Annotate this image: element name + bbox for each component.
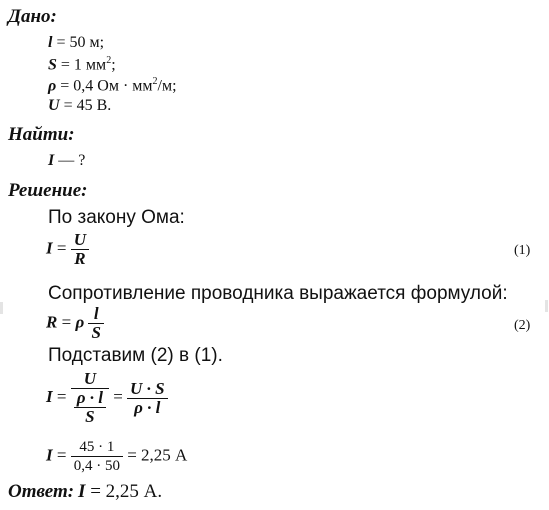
formula-numeric-result: = 2,25 А: [122, 445, 188, 465]
formula-ohm-fraction: [71, 231, 89, 268]
formula-numeric-eq: =: [52, 445, 71, 465]
formula-substituted-result-fraction: [127, 380, 167, 417]
formula-numeric: [46, 438, 187, 475]
find-current: [48, 152, 85, 170]
formula-substituted-inner-num: ρ · l: [76, 388, 103, 407]
answer-value: = 2,25 А.: [85, 481, 163, 502]
var-l: l: [48, 34, 53, 51]
given-length: [48, 34, 104, 52]
given-resistivity-tail: /м;: [157, 77, 177, 95]
answer-heading: Ответ:: [8, 481, 75, 502]
formula-resistance-num: l: [93, 304, 99, 323]
answer-var: I: [78, 481, 86, 502]
given-voltage-value: = 45 В.: [59, 97, 112, 114]
var-I: I: [48, 152, 55, 169]
formula-resistance-eq: =: [57, 312, 76, 332]
given-resistivity-value: = 0,4 Ом · мм: [56, 77, 153, 95]
formula-substituted-result-den: ρ · l: [134, 397, 161, 417]
formula-substituted-result-num: U · S: [130, 378, 165, 398]
given-area-sup: 2: [106, 55, 112, 66]
formula-numeric-den: 0,4 · 50: [73, 458, 120, 474]
formula-resistance: [46, 305, 104, 342]
solution-heading: Решение:: [8, 180, 88, 201]
formula-numeric-lhs: I: [46, 445, 53, 465]
var-S: S: [48, 56, 57, 74]
scan-edge-left: [0, 302, 3, 314]
formula-numeric-num: 45 · 1: [71, 438, 123, 457]
given-area-tail: ;: [111, 56, 116, 74]
formula-substituted-eq2: =: [108, 386, 128, 406]
formula-substituted-inner-fraction: [74, 389, 106, 426]
formula-ohm-lhs: I: [46, 238, 53, 258]
given-resistivity: [48, 76, 177, 95]
given-voltage: [48, 97, 111, 115]
formula-ohm-num: U: [73, 230, 86, 249]
find-current-value: — ?: [54, 152, 86, 169]
var-rho: ρ: [48, 77, 57, 95]
ohm-law-text: По закону Ома:: [48, 207, 185, 228]
substitute-text: Подставим (2) в (1).: [48, 345, 223, 366]
equation-number-1: (1): [514, 243, 531, 258]
resistance-text: Сопротивление проводника выражается формулой:: [48, 283, 508, 304]
answer-line: [8, 481, 162, 503]
formula-substituted-lhs: I: [46, 386, 53, 406]
formula-ohm-den: R: [74, 249, 86, 268]
equation-number-2: (2): [514, 318, 531, 333]
formula-resistance-lhs: R: [46, 312, 58, 332]
var-U: U: [48, 97, 60, 114]
formula-resistance-den: S: [91, 323, 101, 342]
given-area-value: = 1 мм: [56, 56, 107, 74]
formula-substituted-num: U: [83, 369, 96, 388]
given-heading: Дано:: [8, 6, 57, 27]
formula-ohm: [46, 231, 89, 268]
formula-substituted-eq1: =: [52, 386, 71, 406]
given-area: [48, 55, 116, 74]
formula-substituted-inner-den: S: [85, 407, 95, 426]
formula-numeric-fraction: [71, 438, 123, 475]
given-length-value: = 50 м;: [52, 34, 105, 51]
scan-edge-right: [545, 300, 548, 312]
formula-substituted-outer-fraction: [71, 370, 109, 426]
formula-substituted: [46, 370, 168, 426]
formula-ohm-eq: =: [52, 238, 71, 258]
find-heading: Найти:: [8, 124, 75, 145]
formula-resistance-fraction: [88, 305, 103, 342]
formula-resistance-rho: ρ: [75, 312, 85, 332]
given-resistivity-sup: 2: [152, 76, 158, 87]
